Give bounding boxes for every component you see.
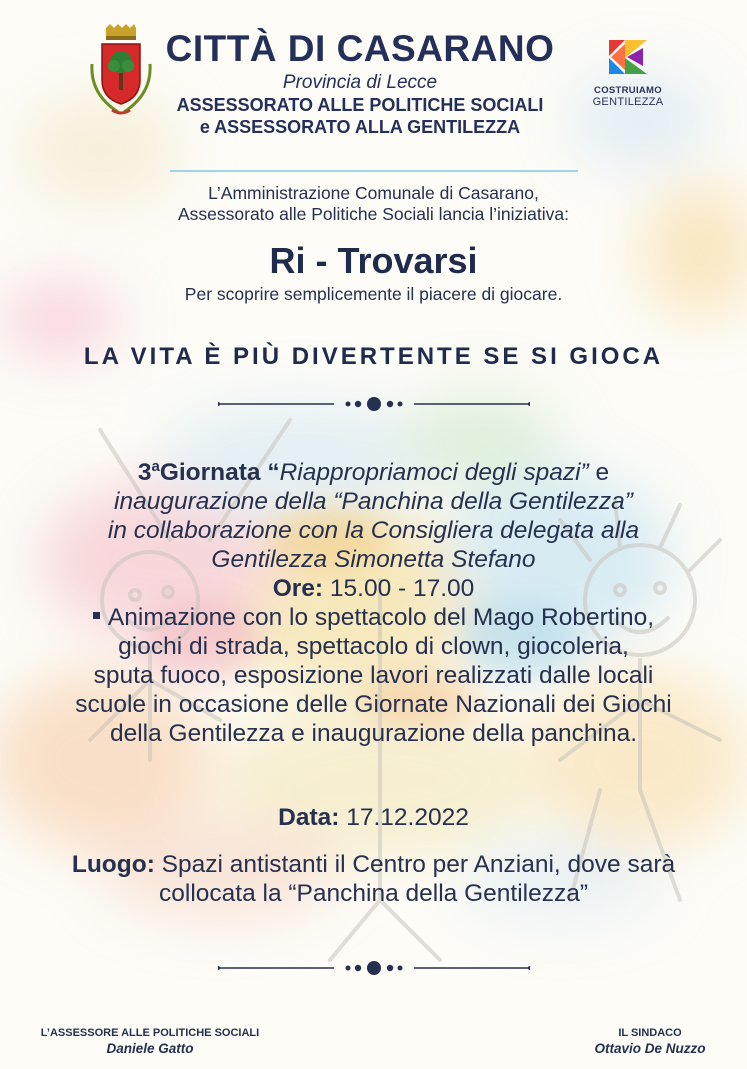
- sindaco-role: IL SINDACO: [618, 1027, 682, 1039]
- place-line-2: collocata la “Panchina della Gentilezza”: [159, 880, 588, 907]
- date-value: 17.12.2022: [339, 804, 469, 831]
- event-place: [14, 850, 733, 908]
- costruiamo-gentilezza-logo: [578, 38, 678, 108]
- intro-text: [60, 183, 687, 225]
- event-line-4: Gentilezza Simonetta Stefano: [211, 546, 536, 573]
- kindness-logo-icon: [603, 38, 653, 76]
- department-line-2: e ASSESSORATO ALLA GENTILEZZA: [199, 117, 521, 137]
- time-label: Ore:: [272, 575, 324, 602]
- day-label: Giornata “: [159, 459, 280, 486]
- ornament-divider-bottom: [218, 961, 530, 975]
- activities-line-3: sputa fuoco, esposizione lavori realizzati dalle locali: [93, 662, 654, 689]
- initiative-subtitle: Per scoprire semplicemente il piacere di giocare.: [184, 284, 563, 304]
- activities-line-2: giochi di strada, spettacolo di clown, giocoleria,: [118, 633, 629, 660]
- event-date: [14, 803, 733, 832]
- province-label: Provincia di Lecce: [282, 72, 438, 93]
- logo-text-line-1: COSTRUIAMO: [594, 85, 662, 96]
- day-superscript: a: [151, 458, 160, 475]
- event-line-3: in collaborazione con la Consigliera delegata alla: [107, 517, 640, 544]
- place-value-1: Spazi antistanti il Centro per Anziani, dove sarà: [154, 851, 676, 878]
- event-time: [14, 574, 733, 603]
- event-details: [14, 452, 733, 748]
- event-line-1: [14, 452, 733, 487]
- activities-text-1: Animazione con lo spettacolo del Mago Robertino,: [107, 604, 655, 631]
- signature-assessore: [30, 1027, 270, 1056]
- time-value: 15.00 - 17.00: [323, 575, 475, 602]
- header-block: [150, 28, 570, 138]
- date-label: Data:: [278, 804, 340, 831]
- assessore-role: L’ASSESSORE ALLE POLITICHE SOCIALI: [40, 1027, 260, 1039]
- intro-line-1: L’Amministrazione Comunale di Casarano,: [208, 183, 539, 203]
- city-title: CITTÀ DI CASARANO: [165, 28, 555, 69]
- activities-line-4: scuole in occasione delle Giornate Nazionali dei Giochi: [75, 691, 672, 718]
- event-line-2: inaugurazione della “Panchina della Gentilezza”: [114, 488, 633, 515]
- city-crest-logo: [88, 24, 154, 116]
- sindaco-name: Ottavio De Nuzzo: [594, 1041, 706, 1056]
- day-number: 3: [137, 459, 152, 486]
- event-theme: Riappropriamoci degli spazi”: [279, 459, 589, 486]
- place-label: Luogo:: [71, 851, 155, 878]
- signature-sindaco: [560, 1027, 740, 1056]
- place-line-1: [14, 850, 733, 879]
- logo-text-line-2: GENTILEZZA: [592, 96, 664, 108]
- department-line-1: ASSESSORATO ALLE POLITICHE SOCIALI: [176, 95, 544, 115]
- intro-line-2: Assessorato alle Politiche Sociali lancia l’iniziativa:: [177, 204, 569, 224]
- activities-line-5: della Gentilezza e inaugurazione della panchina.: [109, 720, 638, 747]
- initiative-title: Ri - Trovarsi: [269, 240, 478, 281]
- assessore-name: Daniele Gatto: [106, 1041, 194, 1056]
- bullet-icon: [93, 612, 100, 619]
- header-divider: [170, 170, 578, 172]
- ornament-divider-top: [218, 397, 530, 411]
- event-theme-conj: e: [588, 459, 610, 486]
- activities-line-1: [14, 603, 733, 632]
- slogan: LA VITA È PIÙ DIVERTENTE SE SI GIOCA: [83, 343, 664, 370]
